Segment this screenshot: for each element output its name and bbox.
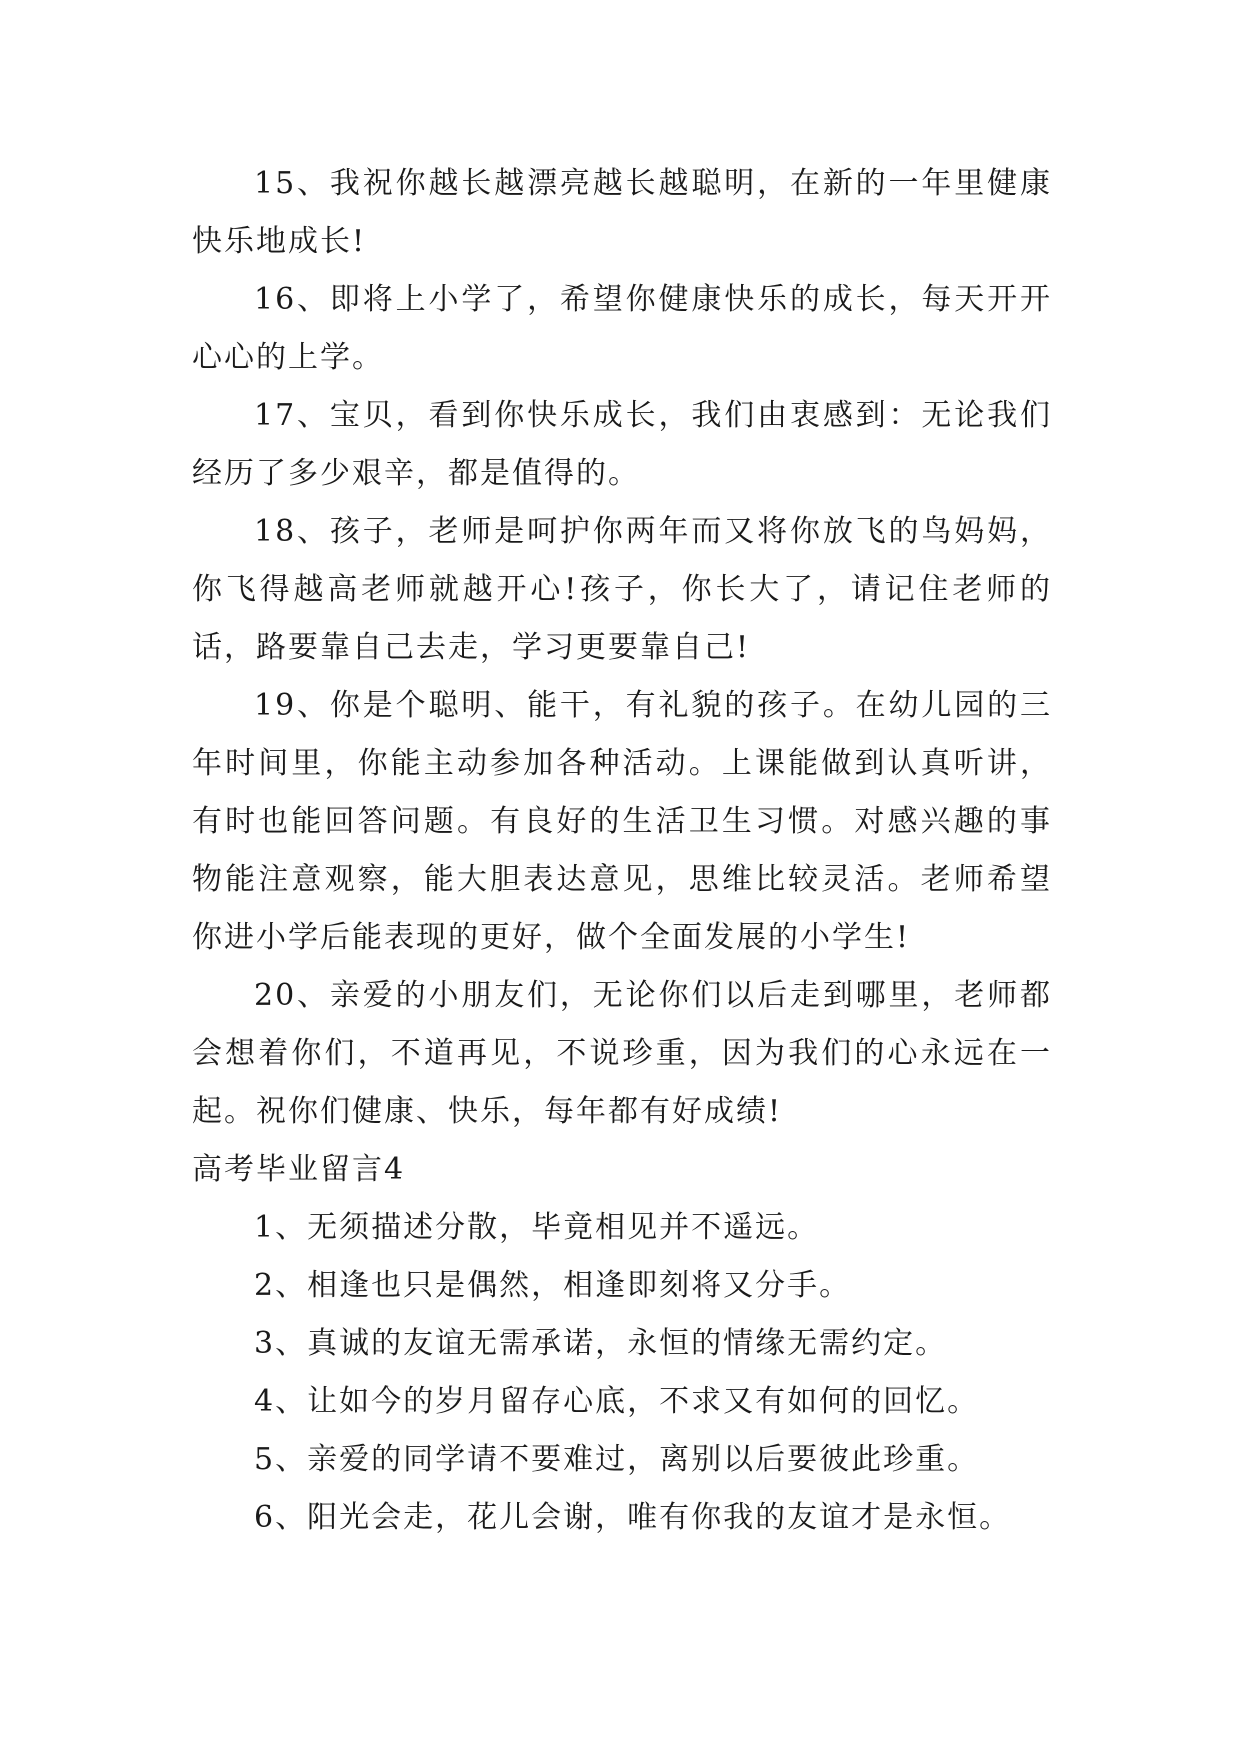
- paragraph-18: 18、孩子，老师是呵护你两年而又将你放飞的鸟妈妈，你飞得越高老师就越开心!孩子，你长大了，请记住老师的话，路要靠自己去走，学习更要靠自己!: [192, 514, 1052, 665]
- paragraph-19: 19、你是个聪明、能干，有礼貌的孩子。在幼儿园的三年时间里，你能主动参加各种活动。上课能做到认真听讲，有时也能回答问题。有良好的生活卫生习惯。对感兴趣的事物能注意观察，能大胆表达意见，思维比较灵活。老师希望你进小学后能表现的更好，做个全面发展的小学生!: [192, 688, 1052, 955]
- list-item: 4、让如今的岁月留存心底，不求又有如何的回忆。: [254, 1384, 980, 1419]
- list-item: 1、无须描述分散，毕竟相见并不遥远。: [254, 1210, 820, 1245]
- paragraph-20: 20、亲爱的小朋友们，无论你们以后走到哪里，老师都会想着你们，不道再见，不说珍重，因为我们的心永远在一起。祝你们健康、快乐，每年都有好成绩!: [192, 978, 1052, 1129]
- list-item: 3、真诚的友谊无需承诺，永恒的情缘无需约定。: [254, 1326, 948, 1361]
- list-item: 2、相逢也只是偶然，相逢即刻将又分手。: [254, 1268, 852, 1303]
- paragraph-16: 16、即将上小学了，希望你健康快乐的成长，每天开开心心的上学。: [192, 282, 1052, 375]
- list-item: 5、亲爱的同学请不要难过，离别以后要彼此珍重。: [254, 1442, 980, 1477]
- list-item: 6、阳光会走，花儿会谢，唯有你我的友谊才是永恒。: [254, 1500, 1012, 1535]
- section-heading: 高考毕业留言4: [192, 1152, 406, 1187]
- paragraph-17: 17、宝贝，看到你快乐成长，我们由衷感到：无论我们经历了多少艰辛，都是值得的。: [192, 398, 1052, 491]
- paragraph-15: 15、我祝你越长越漂亮越长越聪明，在新的一年里健康快乐地成长!: [192, 166, 1052, 259]
- document-body: [192, 155, 1052, 1547]
